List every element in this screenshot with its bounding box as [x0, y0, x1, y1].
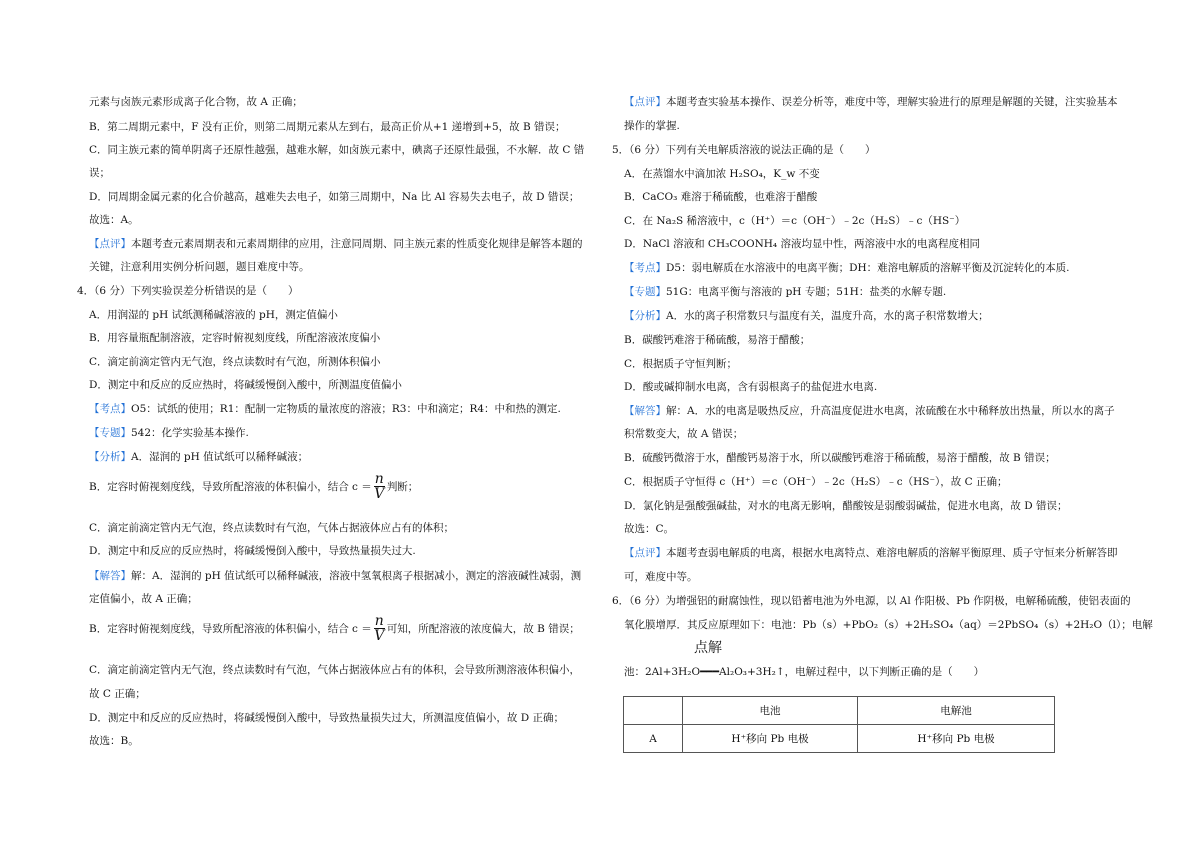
table-cell: H⁺移向 Pb 电极 [858, 725, 1055, 753]
text-line: C．根据质子守恒判断； [624, 358, 738, 370]
question-4-option-d: D．测定中和反应的反应热时，将碱缓慢倒入酸中，所测温度值偏小 [89, 379, 402, 391]
topic-line [624, 285, 946, 299]
text-line: B．碳酸钙难溶于稀硫酸，易溶于醋酸； [624, 334, 811, 346]
fraction-n-over-v [374, 614, 385, 644]
knowledge-point-text: O5：试纸的使用；R1：配制一定物质的量浓度的溶液；R3：中和滴定；R4：中和热的测定. [131, 403, 561, 415]
fraction-numerator: n [374, 613, 384, 629]
question-6-stem: 6．（6 分）为增强铝的耐腐蚀性，现以铅蓄电池为外电源，以 Al 作阳极、Pb 作阴极，电解稀硫酸，使铝表面的 [612, 595, 1131, 607]
comment-tag: 【点评】 [624, 96, 666, 108]
text-line: D．测定中和反应的反应热时，将碱缓慢倒入酸中，导致热量损失过大，所测温度值偏小，故 D 正确； [89, 712, 565, 724]
answer-line [624, 404, 1115, 418]
comment-text: 本题考查实验基本操作、误差分析等，难度中等，理解实验进行的原理是解题的关键，注实验基本 [666, 96, 1118, 108]
analysis-line [624, 309, 989, 323]
topic-tag: 【专题】 [624, 286, 666, 298]
comment-tag: 【点评】 [624, 547, 666, 559]
topic-text: 51G：电离平衡与溶液的 pH 专题；51H：盐类的水解专题. [666, 286, 947, 298]
topic-tag: 【专题】 [89, 427, 131, 439]
fraction-denominator: V [374, 486, 385, 502]
text-line: 元素与卤族元素形成离子化合物，故 A 正确； [89, 96, 303, 108]
analysis-b-line [89, 472, 418, 502]
question-5-option-d: D．NaCl 溶液和 CH₃COONH₄ 溶液均显中性，两溶液中水的电离程度相同 [624, 238, 980, 250]
answer-b-line [89, 614, 580, 644]
analysis-tag: 【分析】 [624, 310, 666, 322]
text-line: C．根据质子守恒得 c（H⁺）＝c（OH⁻）﹣2c（H₂S）﹣c（HS⁻），故 C 正确； [624, 476, 1008, 488]
table-header-row [624, 697, 1055, 725]
text-line: C．滴定前滴定管内无气泡，终点读数时有气泡，气体占据液体应占有的体积； [89, 522, 455, 534]
knowledge-point-tag: 【考点】 [624, 262, 666, 274]
text-line: 池：2Al+3H₂O━━━Al₂O₃+3H₂↑，电解过程中，以下判断正确的是（ ） [624, 666, 985, 678]
text-line: C．滴定前滴定管内无气泡，终点读数时有气泡，气体占据液体应占有的体积，会导致所测溶液体积偏小， [89, 664, 581, 676]
text-line: 误； [89, 167, 110, 179]
comment-line [89, 237, 583, 251]
question-4-stem: 4．（6 分）下列实验误差分析错误的是（ ） [77, 285, 299, 297]
question-5-option-a: A．在蒸馏水中滴加浓 H₂SO₄，K_w 不变 [624, 168, 820, 180]
text-line: D．同周期金属元素的化合价越高，越难失去电子，如第三周期中，Na 比 Al 容易失去电子，故 D 错误； [89, 191, 580, 203]
fraction-n-over-v [374, 472, 385, 502]
question-4-option-b: B．用容量瓶配制溶液，定容时俯视刻度线，所配溶液浓度偏小 [89, 332, 381, 344]
text-line: B．硫酸钙微溶于水，醋酸钙易溶于水，所以碳酸钙难溶于稀硫酸，易溶于醋酸，故 B 错误； [624, 452, 1056, 464]
text-line: 关键，注意利用实例分析问题，题目难度中等。 [89, 261, 310, 273]
analysis-b-text: B．定容时俯视刻度线，导致所配溶液的体积偏小，结合 c ＝ [89, 481, 372, 493]
text-line: D．测定中和反应的反应热时，将碱缓慢倒入酸中，导致热量损失过大. [89, 545, 416, 557]
text-line: C．同主族元素的简单阴离子还原性越强，越难水解，如卤族元素中，碘离子还原性最强，不水解．故 C 错 [89, 144, 585, 156]
analysis-text: A．湿润的 pH 值试纸可以稀释碱液； [131, 451, 309, 463]
text-line: 故选：C。 [624, 523, 675, 535]
question-4-option-a: A．用润湿的 pH 试纸测稀碱溶液的 pH，测定值偏小 [89, 309, 338, 321]
knowledge-point-line [624, 261, 1070, 275]
table-header-cell: 电池 [683, 697, 858, 725]
text-line: 操作的掌握. [624, 120, 680, 132]
text-line: 氧化膜增厚．其反应原理如下：电池：Pb（s）+PbO₂（s）+2H₂SO₄（aq）＝2PbSO₄（s）+2H₂O（l）；电解 [624, 619, 1153, 631]
question-5-stem: 5．（6 分）下列有关电解质溶液的说法正确的是（ ） [612, 144, 876, 156]
question-4-option-c: C．滴定前滴定管内无气泡，终点读数时有气泡，所测体积偏小 [89, 356, 381, 368]
answer-table [623, 696, 1055, 753]
comment-text: 本题考查弱电解质的电离，根据水电离特点、难溶电解质的溶解平衡原理、质子守恒来分析解答即 [666, 547, 1118, 559]
fraction-numerator: n [374, 471, 384, 487]
table-header-cell [624, 697, 683, 725]
table-row [624, 725, 1055, 753]
text-line: 故选：B。 [89, 735, 139, 747]
reaction-condition-label: 点解 [694, 640, 722, 656]
text-line: D．酸或碱抑制水电离，含有弱根离子的盐促进水电离. [624, 381, 878, 393]
topic-line [89, 426, 249, 440]
answer-text: 解：A．水的电离是吸热反应，升高温度促进水电离，浓硫酸在水中稀释放出热量，所以水的离子 [666, 405, 1115, 417]
table-cell: A [624, 725, 683, 753]
question-5-option-c: C．在 Na₂S 稀溶液中，c（H⁺）＝c（OH⁻）﹣2c（H₂S）﹣c（HS⁻） [624, 215, 966, 227]
answer-line [89, 569, 581, 583]
text-line: 故 C 正确； [89, 688, 146, 700]
knowledge-point-line [89, 402, 561, 416]
answer-tag: 【解答】 [89, 570, 131, 582]
analysis-tag: 【分析】 [89, 451, 131, 463]
analysis-b-suffix: 判断； [386, 481, 419, 493]
comment-line [624, 546, 1118, 560]
comment-text: 本题考查元素周期表和元素周期律的应用，注意同周期、同主族元素的性质变化规律是解答本题的 [131, 238, 583, 250]
question-5-option-b: B．CaCO₃ 难溶于稀硫酸，也难溶于醋酸 [624, 191, 818, 203]
text-line: 积常数变大，故 A 错误； [624, 428, 744, 440]
answer-b-text: B．定容时俯视刻度线，导致所配溶液的体积偏小，结合 c ＝ [89, 623, 372, 635]
fraction-denominator: V [374, 628, 385, 644]
knowledge-point-text: D5：弱电解质在水溶液中的电离平衡；DH：难溶电解质的溶解平衡及沉淀转化的本质. [666, 262, 1070, 274]
comment-tag: 【点评】 [89, 238, 131, 250]
knowledge-point-tag: 【考点】 [89, 403, 131, 415]
answer-text: 解：A．湿润的 pH 值试纸可以稀释碱液，溶液中氢氧根离子根据减小，测定的溶液碱性减弱，测 [131, 570, 582, 582]
table-cell: H⁺移向 Pb 电极 [683, 725, 858, 753]
comment-line [624, 95, 1118, 109]
text-line: D．氯化钠是强酸强碱盐，对水的电离无影响，醋酸铵是弱酸弱碱盐，促进水电离，故 D 错误； [624, 500, 1068, 512]
topic-text: 542：化学实验基本操作. [131, 427, 249, 439]
answer-b-suffix: 可知，所配溶液的浓度偏大，故 B 错误； [386, 623, 580, 635]
analysis-text: A．水的离子积常数只与温度有关，温度升高，水的离子积常数增大； [666, 310, 989, 322]
table-header-cell: 电解池 [858, 697, 1055, 725]
analysis-line [89, 450, 308, 464]
answer-tag: 【解答】 [624, 405, 666, 417]
text-line: 故选：A。 [89, 214, 139, 226]
text-line: 可，难度中等。 [624, 571, 698, 583]
text-line: B．第二周期元素中，F 没有正价，则第二周期元素从左到右，最高正价从+1 递增到+5，故 B 错误； [89, 121, 566, 133]
text-line: 定值偏小，故 A 正确； [89, 593, 198, 605]
